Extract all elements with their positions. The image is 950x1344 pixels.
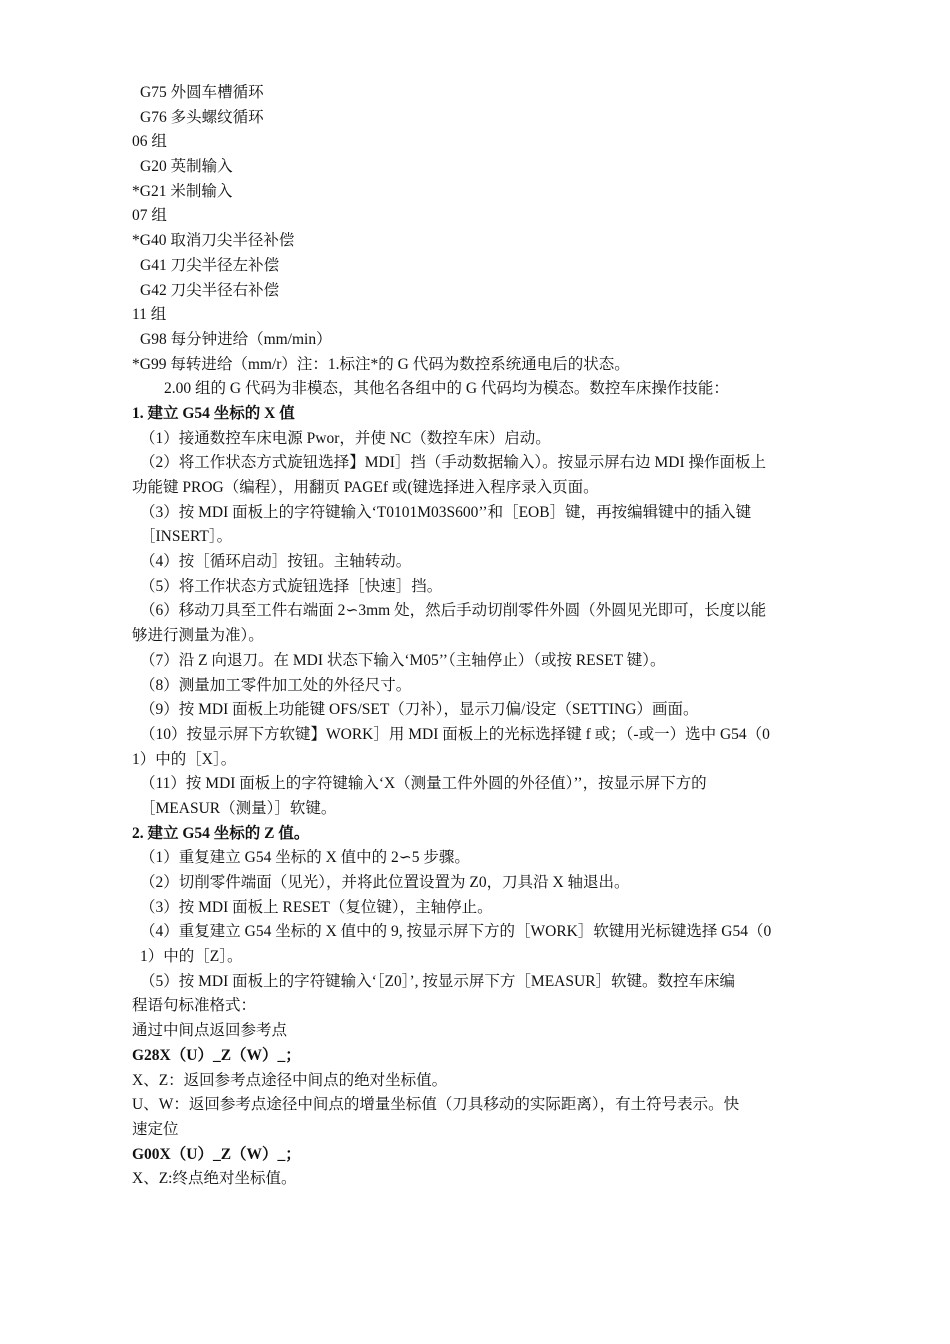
step-line: 程语句标准格式：	[132, 997, 257, 1015]
step-line: （5）按 MDI 面板上的字符键输入‘［Z0］’, 按显示屏下方［MEASUR］软键。数控车床编	[140, 972, 736, 990]
group-heading: 07 组	[132, 207, 167, 225]
group-heading: 11 组	[132, 306, 167, 324]
step-line: 够进行测量为准）。	[132, 627, 264, 645]
text-line: G41 刀尖半径左补偿	[140, 256, 280, 274]
step-line: （3）按 MDI 面板上 RESET（复位键），主轴停止。	[140, 898, 493, 916]
group-heading: 06 组	[132, 133, 167, 151]
step-line: ［INSERT］。	[140, 528, 233, 546]
document-page	[132, 81, 822, 1192]
step-line: （3）按 MDI 面板上的字符键输入‘T0101M03S600’’和［EOB］键，再按编辑键中的插入键	[140, 503, 752, 521]
note-line: 2.00 组的 G 代码为非模态，其他名各组中的 G 代码均为模态。数控车床操作技能：	[164, 380, 729, 398]
step-line: （2）将工作状态方式旋钮选择】MDI］挡（手动数据输入）。按显示屏右边 MDI 操作面板上	[140, 454, 767, 472]
text-line: G20 英制输入	[140, 158, 233, 176]
text-line: X、Z:终点绝对坐标值。	[132, 1170, 297, 1188]
step-line: ［MEASUR（测量）］软键。	[140, 799, 337, 817]
step-line: 1）中的［X］。	[132, 750, 237, 768]
step-line: （6）移动刀具至工件右端面 2∽3mm 处，然后手动切削零件外圆（外圆见光即可，长度以能	[140, 602, 767, 620]
step-line: （4）按［循环启动］按钮。主轴转动。	[140, 553, 412, 571]
text-line: G98 每分钟进给（mm/min）	[140, 330, 332, 348]
step-line: （1）重复建立 G54 坐标的 X 值中的 2∽5 步骤。	[140, 849, 470, 867]
step-line: （10）按显示屏下方软键】WORK］用 MDI 面板上的光标选择键 f 或；（-或一）选中 G54（0	[140, 725, 770, 743]
step-line: （11）按 MDI 面板上的字符键输入‘X（测量工件外圆的外径值）’’，按显示屏下方的	[140, 775, 707, 793]
text-line: *G21 米制输入	[132, 182, 233, 200]
step-line: （7）沿 Z 向退刀。在 MDI 状态下输入‘M05’’（主轴停止）（或按 RESET 键）。	[140, 651, 666, 669]
step-line: （1）接通数控车床电源 Pwor，并使 NC（数控车床）启动。	[140, 429, 551, 447]
text-line: *G40 取消刀尖半径补偿	[132, 232, 295, 250]
text-line: 速定位	[132, 1120, 179, 1138]
text-line: G42 刀尖半径右补偿	[140, 281, 280, 299]
text-line: G75 外圆车槽循环	[140, 84, 264, 101]
step-line: （4）重复建立 G54 坐标的 X 值中的 9, 按显示屏下方的［WORK］软键用光标键选择 G54（0	[140, 923, 772, 941]
step-line: （9）按 MDI 面板上功能键 OFS/SET（刀补），显示刀偏/设定（SETTING）画面。	[140, 701, 699, 719]
step-line: （2）切削零件端面（见光），并将此位置设置为 Z0，刀具沿 X 轴退出。	[140, 874, 630, 891]
text-line: U、W：返回参考点途径中间点的增量坐标值（刀具移动的实际距离），有土符号表示。快	[132, 1096, 740, 1114]
step-line: （8）测量加工零件加工处的外径尺寸。	[140, 676, 412, 694]
text-line: X、Z：返回参考点途径中间点的绝对坐标值。	[132, 1071, 448, 1089]
text-line: 通过中间点返回参考点	[132, 1022, 288, 1040]
step-line: （5）将工作状态方式旋钮选择［快速］挡。	[140, 577, 443, 595]
step-line: 1）中的［Z］。	[140, 948, 243, 966]
section-heading: 1. 建立 G54 坐标的 X 值	[132, 404, 295, 422]
text-line: *G99 每转进给（mm/r）注：1.标注*的 G 代码为数控系统通电后的状态。	[132, 355, 630, 373]
text-line: G76 多头螺纹循环	[140, 108, 264, 126]
section-heading: 2. 建立 G54 坐标的 Z 值。	[132, 824, 310, 842]
code-format-line: G00X（U）_Z（W）_；	[132, 1145, 301, 1163]
code-format-line: G28X（U）_Z（W）_；	[132, 1046, 301, 1064]
step-line: 功能键 PROG（编程），用翻页 PAGEf 或(键选择进入程序录入页面。	[132, 479, 599, 496]
